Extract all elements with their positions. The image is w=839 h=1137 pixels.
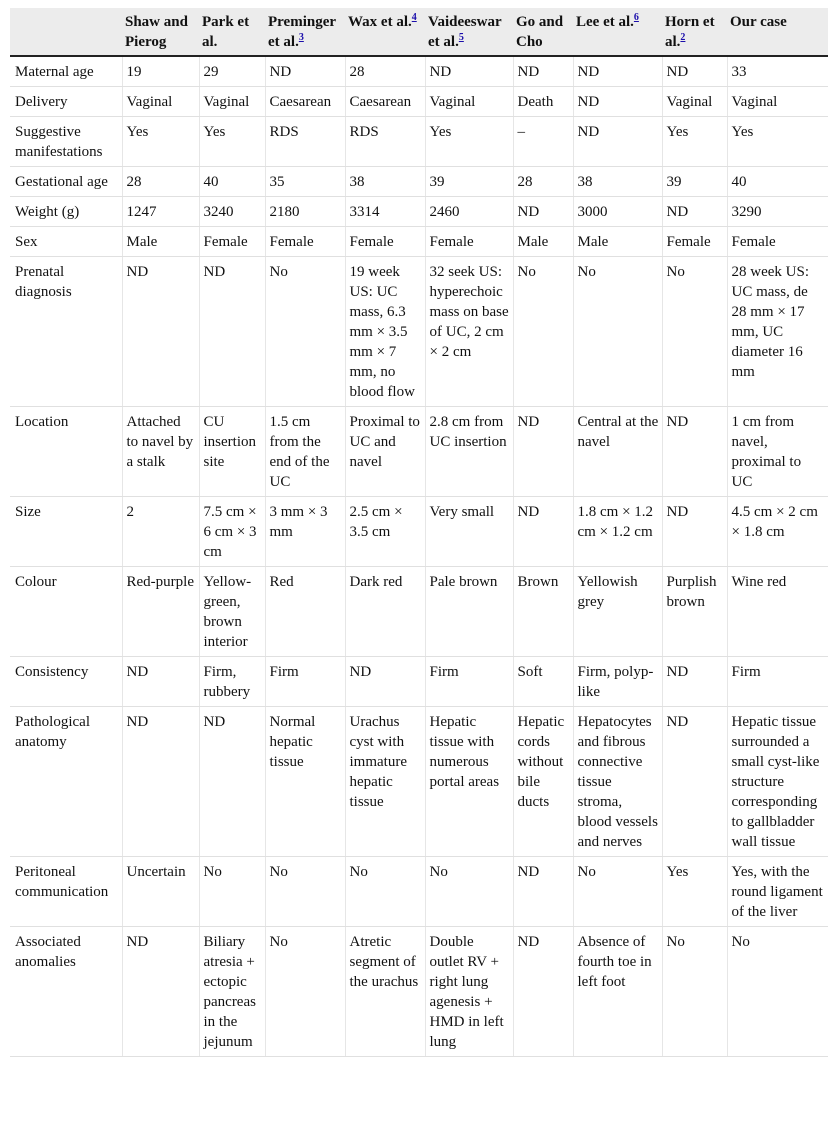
table-cell: ND xyxy=(199,707,265,857)
table-cell: 4.5 cm × 2 cm × 1.8 cm xyxy=(727,497,828,567)
table-cell: ND xyxy=(122,927,199,1057)
table-row xyxy=(10,857,828,927)
table-cell: Central at the navel xyxy=(573,407,662,497)
table-cell: Hepatic cords without bile ducts xyxy=(513,707,573,857)
table-cell: 2460 xyxy=(425,197,513,227)
table-cell: Soft xyxy=(513,657,573,707)
column-header-label: Horn et al. xyxy=(665,14,715,50)
table-cell: Firm, rubbery xyxy=(199,657,265,707)
table-cell: Absence of fourth toe in left foot xyxy=(573,927,662,1057)
row-label-cell: Delivery xyxy=(10,87,122,117)
table-row xyxy=(10,927,828,1057)
table-cell: Yes xyxy=(662,857,727,927)
row-label-cell: Peritoneal communication xyxy=(10,857,122,927)
table-cell: ND xyxy=(662,407,727,497)
table-cell: 3240 xyxy=(199,197,265,227)
reference-link[interactable]: 5 xyxy=(458,32,464,43)
table-cell: 2180 xyxy=(265,197,345,227)
row-label-cell: Associated anomalies xyxy=(10,927,122,1057)
table-cell: No xyxy=(265,927,345,1057)
table-cell: Attached to navel by a stalk xyxy=(122,407,199,497)
table-row xyxy=(10,227,828,257)
table-cell: No xyxy=(199,857,265,927)
table-cell: Uncertain xyxy=(122,857,199,927)
table-cell: 28 week US: UC mass, de 28 mm × 17 mm, UC diameter 16 mm xyxy=(727,257,828,407)
table-cell: Female xyxy=(265,227,345,257)
table-cell: Brown xyxy=(513,567,573,657)
row-label-cell: Prenatal diagnosis xyxy=(10,257,122,407)
table-cell: Pale brown xyxy=(425,567,513,657)
table-cell: Yes xyxy=(425,117,513,167)
reference-link[interactable]: 2 xyxy=(680,32,686,43)
table-row xyxy=(10,56,828,87)
table-cell: Double outlet RV + right lung agenesis + HMD in left lung xyxy=(425,927,513,1057)
table-cell: 1247 xyxy=(122,197,199,227)
table-cell: 39 xyxy=(425,167,513,197)
row-label-cell: Sex xyxy=(10,227,122,257)
table-cell: Death xyxy=(513,87,573,117)
table-row xyxy=(10,657,828,707)
table-cell: Yes xyxy=(199,117,265,167)
table-cell: ND xyxy=(662,497,727,567)
table-cell: ND xyxy=(513,56,573,87)
table-cell: RDS xyxy=(265,117,345,167)
table-cell: 3000 xyxy=(573,197,662,227)
column-header xyxy=(265,8,345,56)
table-cell: Female xyxy=(425,227,513,257)
table-cell: ND xyxy=(573,117,662,167)
table-cell: 33 xyxy=(727,56,828,87)
table-row xyxy=(10,87,828,117)
table-cell: Vaginal xyxy=(425,87,513,117)
table-body xyxy=(10,56,828,1057)
table-cell: Very small xyxy=(425,497,513,567)
table-cell: 28 xyxy=(122,167,199,197)
table-cell: Dark red xyxy=(345,567,425,657)
comparison-table xyxy=(10,8,828,1057)
table-cell: Yellowish grey xyxy=(573,567,662,657)
table-cell: Female xyxy=(345,227,425,257)
table-cell: Wine red xyxy=(727,567,828,657)
table-cell: Yes xyxy=(662,117,727,167)
table-cell: 1 cm from navel, proximal to UC xyxy=(727,407,828,497)
table-cell: 29 xyxy=(199,56,265,87)
table-cell: Firm xyxy=(727,657,828,707)
table-cell: Red-purple xyxy=(122,567,199,657)
table-cell: ND xyxy=(513,927,573,1057)
table-cell: 38 xyxy=(573,167,662,197)
table-cell: Yes, with the round ligament of the liver xyxy=(727,857,828,927)
table-cell: 40 xyxy=(199,167,265,197)
table-cell: 35 xyxy=(265,167,345,197)
row-label-cell: Consistency xyxy=(10,657,122,707)
column-header-label: Wax et al. xyxy=(348,14,412,30)
table-row xyxy=(10,707,828,857)
table-cell: ND xyxy=(345,657,425,707)
column-header-label: Go and Cho xyxy=(516,14,564,50)
table-cell: Yes xyxy=(727,117,828,167)
table-cell: 19 week US: UC mass, 6.3 mm × 3.5 mm × 7 mm, no blood flow xyxy=(345,257,425,407)
table-cell: 3314 xyxy=(345,197,425,227)
header-row xyxy=(10,8,828,56)
table-cell: No xyxy=(662,927,727,1057)
table-cell: 40 xyxy=(727,167,828,197)
table-cell: ND xyxy=(662,657,727,707)
table-cell: – xyxy=(513,117,573,167)
column-header-label: Park et al. xyxy=(202,14,250,50)
table-cell: Proximal to UC and navel xyxy=(345,407,425,497)
reference-link[interactable]: 3 xyxy=(298,32,304,43)
row-label-cell: Suggestive manifestations xyxy=(10,117,122,167)
table-cell: Biliary atresia + ectopic pancreas in the jejunum xyxy=(199,927,265,1057)
column-header xyxy=(425,8,513,56)
table-cell: 3 mm × 3 mm xyxy=(265,497,345,567)
table-cell: ND xyxy=(122,257,199,407)
table-cell: Vaginal xyxy=(662,87,727,117)
table-cell: No xyxy=(345,857,425,927)
table-cell: No xyxy=(662,257,727,407)
table-cell: ND xyxy=(662,707,727,857)
table-cell: Female xyxy=(662,227,727,257)
table-row xyxy=(10,567,828,657)
table-cell: Caesarean xyxy=(345,87,425,117)
table-row xyxy=(10,117,828,167)
table-cell: No xyxy=(573,257,662,407)
row-label-cell: Gestational age xyxy=(10,167,122,197)
table-cell: No xyxy=(265,857,345,927)
table-cell: No xyxy=(265,257,345,407)
table-cell: Urachus cyst with immature hepatic tissue xyxy=(345,707,425,857)
table-cell: No xyxy=(513,257,573,407)
table-cell: ND xyxy=(122,707,199,857)
table-cell: 38 xyxy=(345,167,425,197)
table-cell: 7.5 cm × 6 cm × 3 cm xyxy=(199,497,265,567)
table-row xyxy=(10,197,828,227)
table-cell: ND xyxy=(662,56,727,87)
row-label-cell: Location xyxy=(10,407,122,497)
column-header xyxy=(345,8,425,56)
table-cell: Male xyxy=(573,227,662,257)
table-cell: 2.8 cm from UC insertion xyxy=(425,407,513,497)
table-cell: ND xyxy=(513,197,573,227)
column-header-label: Shaw and Pierog xyxy=(125,14,188,50)
comparison-table-container xyxy=(10,8,828,1057)
table-cell: 1.8 cm × 1.2 cm × 1.2 cm xyxy=(573,497,662,567)
table-cell: RDS xyxy=(345,117,425,167)
table-cell: Female xyxy=(199,227,265,257)
column-header xyxy=(513,8,573,56)
column-header-label: Our case xyxy=(730,14,787,30)
reference-link[interactable]: 6 xyxy=(633,12,639,23)
table-cell: 19 xyxy=(122,56,199,87)
table-cell: ND xyxy=(573,87,662,117)
table-cell: Atretic segment of the urachus xyxy=(345,927,425,1057)
table-cell: 32 seek US: hyperechoic mass on base of UC, 2 cm × 2 cm xyxy=(425,257,513,407)
table-cell: Yellow-green, brown interior xyxy=(199,567,265,657)
table-cell: 28 xyxy=(345,56,425,87)
table-cell: Purplish brown xyxy=(662,567,727,657)
table-cell: Yes xyxy=(122,117,199,167)
header-cell-empty xyxy=(10,8,122,56)
table-row xyxy=(10,257,828,407)
row-label-cell: Weight (g) xyxy=(10,197,122,227)
column-header xyxy=(573,8,662,56)
table-cell: 3290 xyxy=(727,197,828,227)
table-row xyxy=(10,497,828,567)
table-cell: Hepatic tissue surrounded a small cyst-like structure corresponding to gallbladder wall tissue xyxy=(727,707,828,857)
table-cell: ND xyxy=(662,197,727,227)
column-header xyxy=(662,8,727,56)
row-label-cell: Pathological anatomy xyxy=(10,707,122,857)
table-cell: No xyxy=(727,927,828,1057)
table-cell: ND xyxy=(513,497,573,567)
table-cell: Male xyxy=(513,227,573,257)
table-row xyxy=(10,167,828,197)
table-cell: Hepatocytes and fibrous connective tissue stroma, blood vessels and nerves xyxy=(573,707,662,857)
row-label-cell: Colour xyxy=(10,567,122,657)
table-cell: ND xyxy=(122,657,199,707)
row-label-cell: Maternal age xyxy=(10,56,122,87)
table-cell: ND xyxy=(265,56,345,87)
table-cell: ND xyxy=(573,56,662,87)
column-header xyxy=(727,8,828,56)
table-cell: Hepatic tissue with numerous portal areas xyxy=(425,707,513,857)
table-cell: Normal hepatic tissue xyxy=(265,707,345,857)
table-cell: No xyxy=(573,857,662,927)
table-cell: Red xyxy=(265,567,345,657)
table-cell: 2.5 cm × 3.5 cm xyxy=(345,497,425,567)
table-cell: Firm xyxy=(265,657,345,707)
column-header xyxy=(122,8,199,56)
table-cell: Firm xyxy=(425,657,513,707)
table-cell: ND xyxy=(513,407,573,497)
column-header xyxy=(199,8,265,56)
column-header-label: Vaideeswar et al. xyxy=(428,14,502,50)
table-cell: 28 xyxy=(513,167,573,197)
table-cell: Vaginal xyxy=(122,87,199,117)
table-cell: ND xyxy=(199,257,265,407)
reference-link[interactable]: 4 xyxy=(411,12,417,23)
table-cell: 1.5 cm from the end of the UC xyxy=(265,407,345,497)
table-cell: 2 xyxy=(122,497,199,567)
row-label-cell: Size xyxy=(10,497,122,567)
table-row xyxy=(10,407,828,497)
table-cell: Vaginal xyxy=(199,87,265,117)
column-header-label: Preminger et al. xyxy=(268,14,336,50)
table-cell: ND xyxy=(513,857,573,927)
table-cell: Caesarean xyxy=(265,87,345,117)
table-cell: CU insertion site xyxy=(199,407,265,497)
table-cell: Firm, polyp-like xyxy=(573,657,662,707)
table-cell: 39 xyxy=(662,167,727,197)
table-cell: ND xyxy=(425,56,513,87)
column-header-label: Lee et al. xyxy=(576,14,634,30)
table-cell: Female xyxy=(727,227,828,257)
table-cell: Male xyxy=(122,227,199,257)
table-cell: Vaginal xyxy=(727,87,828,117)
table-cell: No xyxy=(425,857,513,927)
